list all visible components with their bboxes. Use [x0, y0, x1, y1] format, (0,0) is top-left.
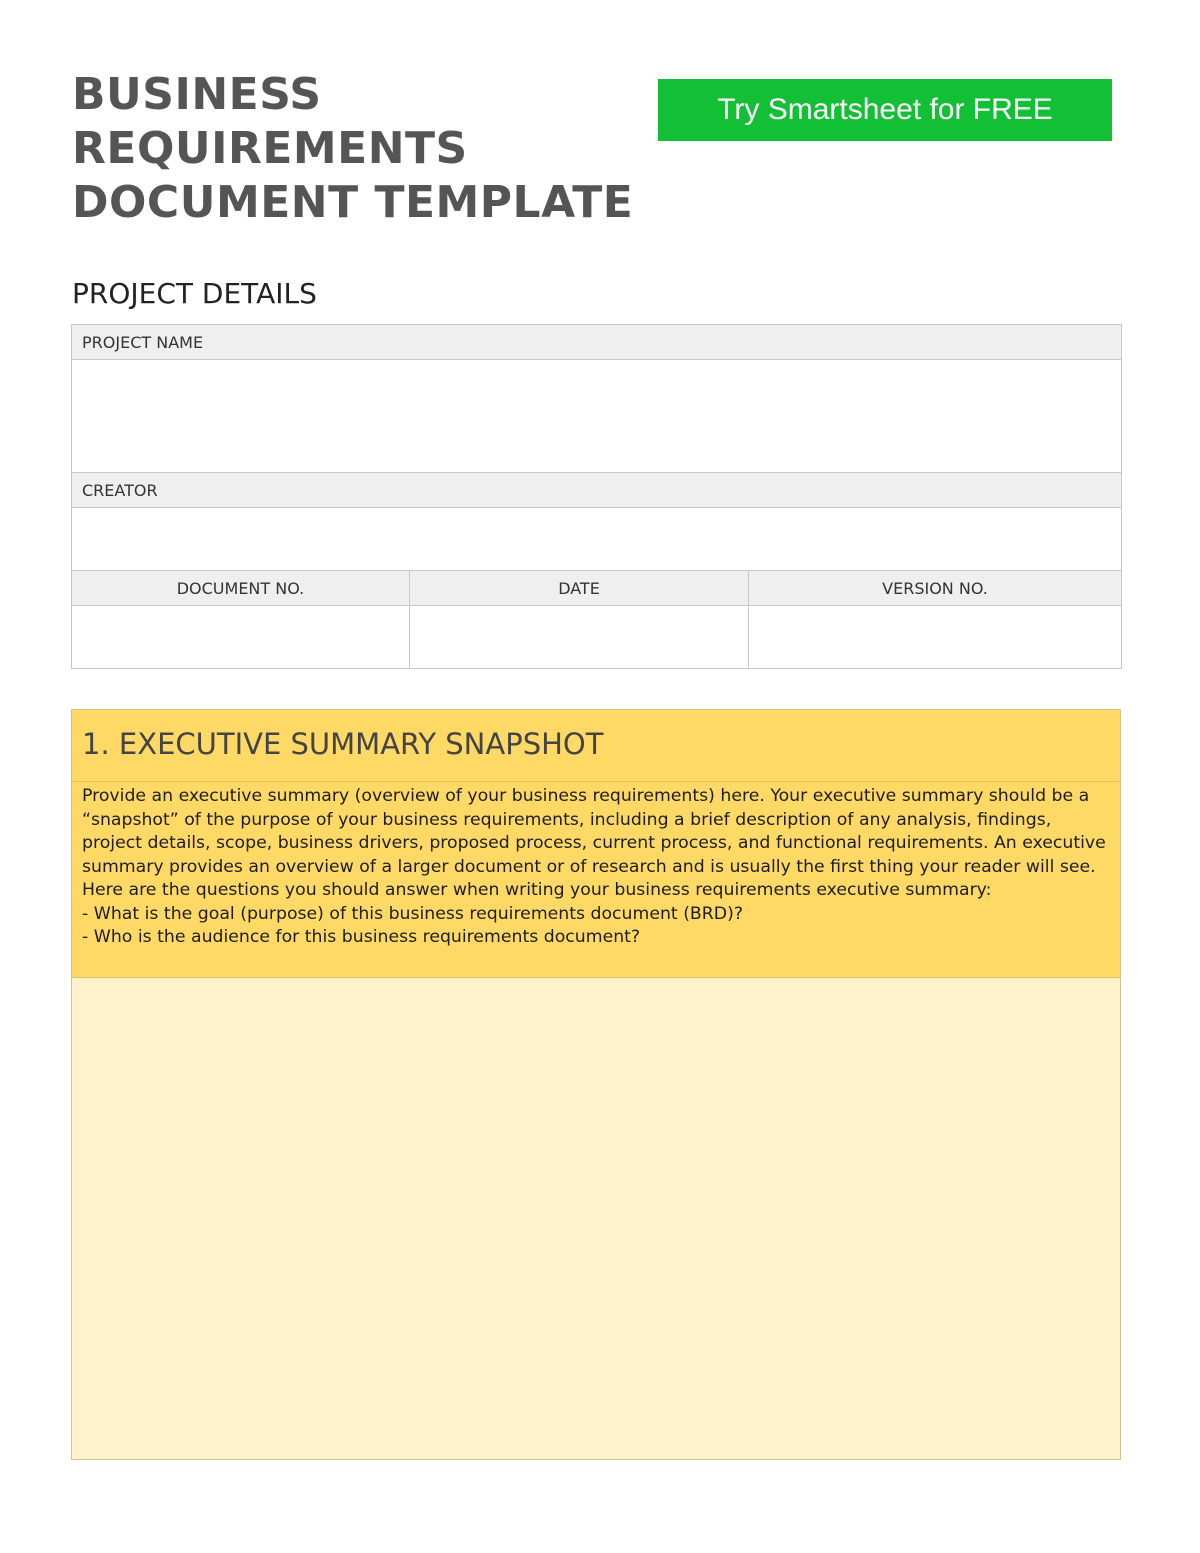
title-line-2: REQUIREMENTS	[72, 123, 468, 174]
executive-summary-header	[72, 710, 1120, 782]
executive-summary-section	[71, 709, 1121, 1460]
document-info-value-row	[72, 606, 1122, 669]
executive-summary-body	[72, 978, 1120, 1459]
document-info-label-row	[72, 571, 1122, 606]
project-name-value-row	[72, 360, 1122, 473]
executive-summary-description: Provide an executive summary (overview of your business requirements) here. Your executive summary should be a “snapshot” of the purpose of your business requirements, including a brief description of any analysis, findings, project details, scope, business drivers, proposed process, current process, and functional requirements. An executive summary provides an overview of a larger document or of research and is usually the first thing your reader will see. Here are the questions you should answer when writing your business requirements executive summary:	[82, 786, 1106, 900]
creator-cell	[72, 508, 1122, 571]
project-details-heading: PROJECT DETAILS	[72, 277, 317, 310]
creator-label-row	[72, 473, 1122, 508]
project-name-input[interactable]	[72, 360, 1121, 472]
project-name-cell	[72, 360, 1122, 473]
document-no-cell	[72, 606, 410, 669]
creator-input[interactable]	[72, 508, 1121, 570]
version-no-input[interactable]	[749, 606, 1121, 668]
version-no-label: VERSION NO.	[749, 571, 1122, 606]
project-details-table	[71, 324, 1122, 669]
executive-summary-title: 1. EXECUTIVE SUMMARY SNAPSHOT	[82, 727, 604, 761]
try-smartsheet-button[interactable]: Try Smartsheet for FREE	[658, 79, 1112, 141]
project-name-label: PROJECT NAME	[72, 325, 1122, 360]
date-cell	[410, 606, 749, 669]
executive-summary-input[interactable]	[72, 978, 1120, 1459]
date-label: DATE	[410, 571, 749, 606]
document-no-label: DOCUMENT NO.	[72, 571, 410, 606]
date-input[interactable]	[410, 606, 748, 668]
document-no-input[interactable]	[72, 606, 409, 668]
document-title	[72, 68, 652, 230]
executive-summary-instructions	[72, 782, 1120, 978]
project-name-label-row	[72, 325, 1122, 360]
question-goal: - What is the goal (purpose) of this business requirements document (BRD)?	[82, 903, 744, 924]
question-audience: - Who is the audience for this business requirements document?	[82, 927, 641, 947]
creator-value-row	[72, 508, 1122, 571]
creator-label: CREATOR	[72, 473, 1122, 508]
version-no-cell	[749, 606, 1122, 669]
title-line-3: DOCUMENT TEMPLATE	[72, 177, 634, 228]
title-line-1: BUSINESS	[72, 69, 322, 120]
